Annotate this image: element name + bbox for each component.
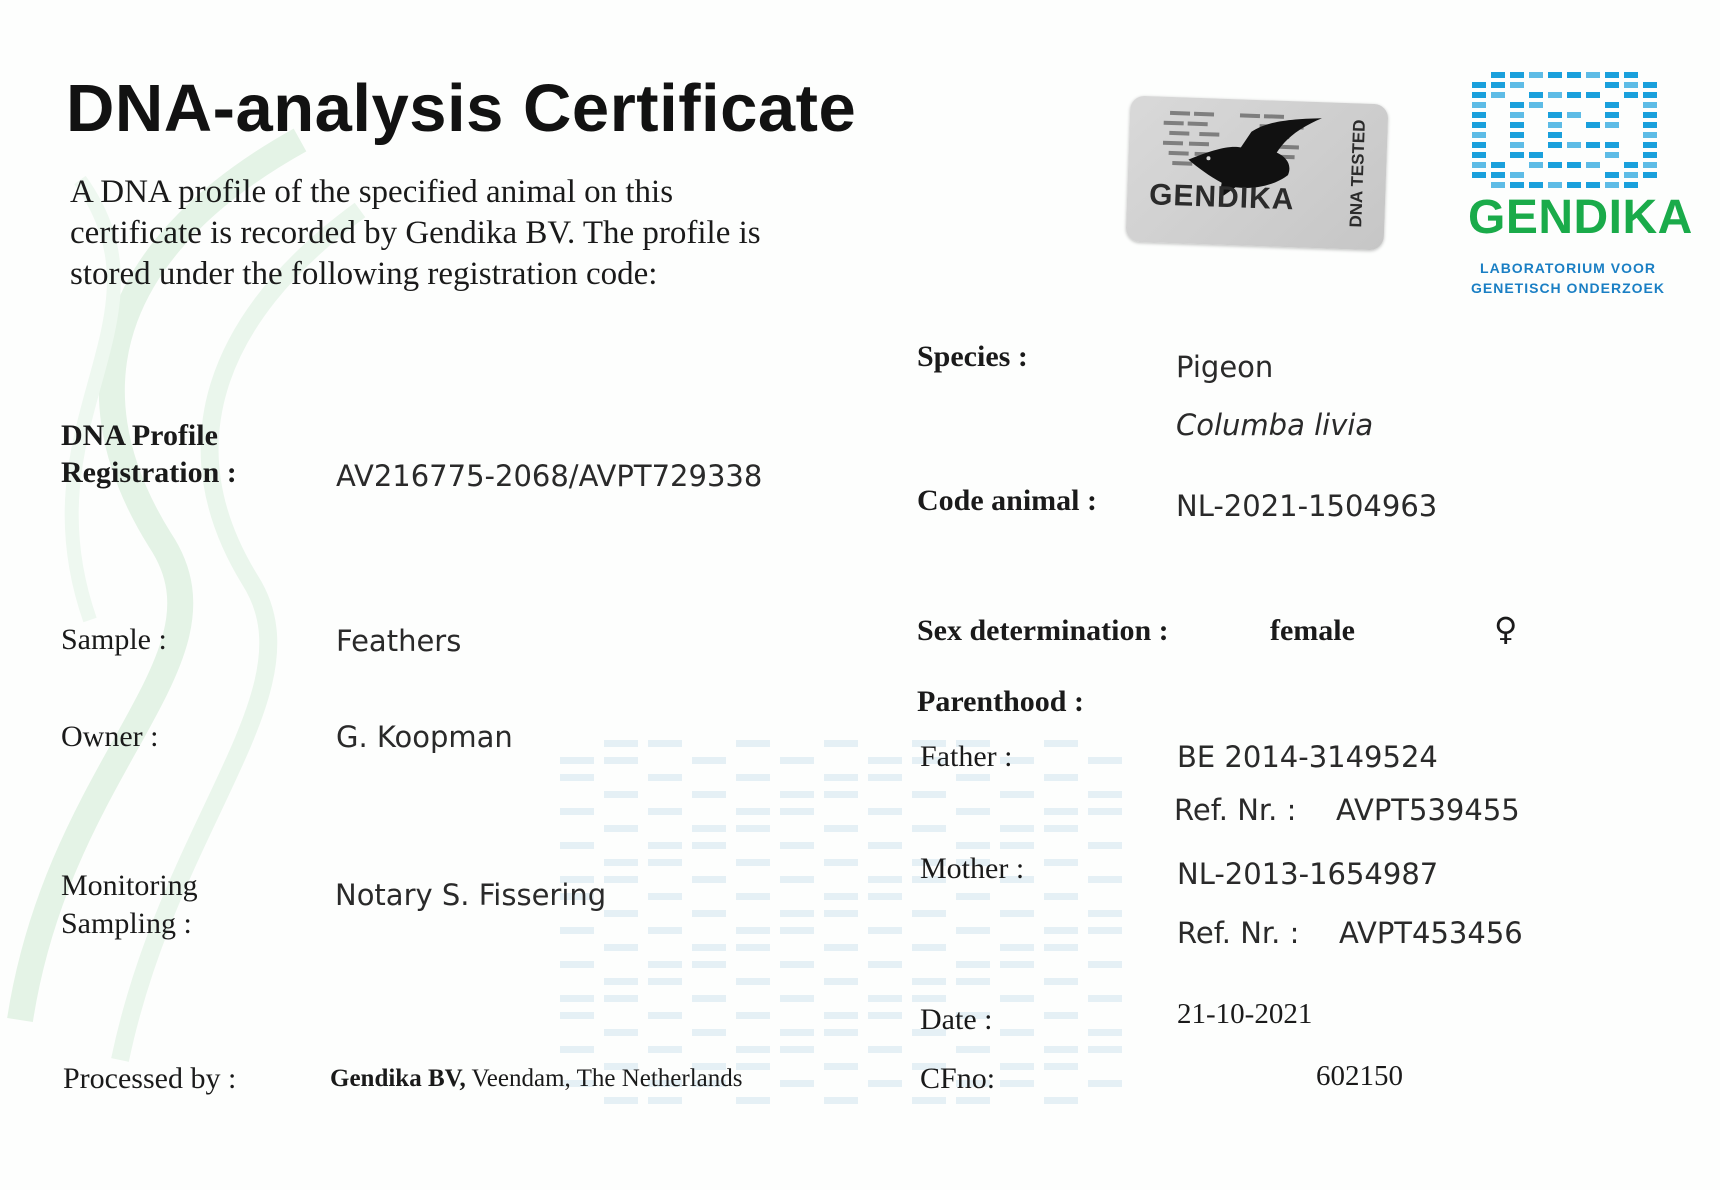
- monitoring-label-1: Monitoring: [61, 869, 198, 902]
- monitoring-label-2: Sampling :: [61, 907, 192, 940]
- gendika-logo: [1468, 70, 1693, 300]
- father-label: Father :: [920, 740, 1013, 773]
- sample-value: Feathers: [336, 624, 462, 658]
- gendika-pattern-watermark: [560, 740, 1160, 1120]
- code-animal-value: NL-2021-1504963: [1176, 489, 1438, 523]
- sex-determination-label: Sex determination :: [917, 614, 1169, 647]
- monitoring-value: Notary S. Fissering: [335, 878, 607, 912]
- female-symbol-icon: ♀: [1494, 610, 1518, 648]
- processed-location: Veendam, The Netherlands: [465, 1065, 743, 1092]
- processed-company: Gendika BV,: [330, 1065, 466, 1092]
- dna-tested-sticker: [1126, 96, 1389, 251]
- registration-label-2: Registration :: [61, 456, 237, 489]
- mother-ref-label: Ref. Nr. :: [1177, 916, 1300, 950]
- parenthood-label: Parenthood :: [917, 685, 1084, 718]
- father-ref-label: Ref. Nr. :: [1174, 793, 1297, 827]
- species-label: Species :: [917, 340, 1028, 373]
- processed-value: [330, 1065, 743, 1093]
- intro-text: A DNA profile of the specified animal on this certificate is recorded by Gendika BV. The profile is stored under the following registration code:: [70, 174, 761, 292]
- processed-label: Processed by :: [63, 1062, 237, 1095]
- gendika-logo-icon: [1468, 70, 1668, 188]
- species-latin-value: Columba livia: [1176, 408, 1374, 442]
- owner-label: Owner :: [61, 720, 159, 753]
- date-value: 21-10-2021: [1177, 998, 1313, 1030]
- mother-ref-value: AVPT453456: [1339, 916, 1523, 950]
- father-value: BE 2014-3149524: [1177, 740, 1438, 774]
- sticker-dna-tested: DNA TESTED: [1346, 119, 1369, 228]
- sample-label: Sample :: [61, 623, 167, 656]
- mother-value: NL-2013-1654987: [1177, 857, 1439, 891]
- registration-value: AV216775-2068/AVPT729338: [336, 459, 763, 493]
- logo-tagline-1: LABORATORIUM VOOR: [1480, 260, 1656, 276]
- father-ref-value: AVPT539455: [1336, 793, 1520, 827]
- registration-label-1: DNA Profile: [61, 419, 218, 452]
- sticker-brand: GENDIKA: [1148, 178, 1296, 217]
- date-label: Date :: [920, 1003, 993, 1036]
- logo-name: GENDIKA: [1468, 191, 1693, 244]
- owner-value: G. Koopman: [336, 720, 513, 754]
- certificate-title: DNA-analysis Certificate: [66, 71, 857, 146]
- logo-tagline-2: GENETISCH ONDERZOEK: [1470, 280, 1665, 296]
- cfno-value: 602150: [1316, 1060, 1403, 1092]
- code-animal-label: Code animal :: [917, 484, 1097, 517]
- mother-label: Mother :: [920, 852, 1025, 885]
- sex-value: female: [1270, 614, 1355, 647]
- cfno-label: CFno:: [920, 1062, 996, 1095]
- species-common-value: Pigeon: [1176, 350, 1274, 384]
